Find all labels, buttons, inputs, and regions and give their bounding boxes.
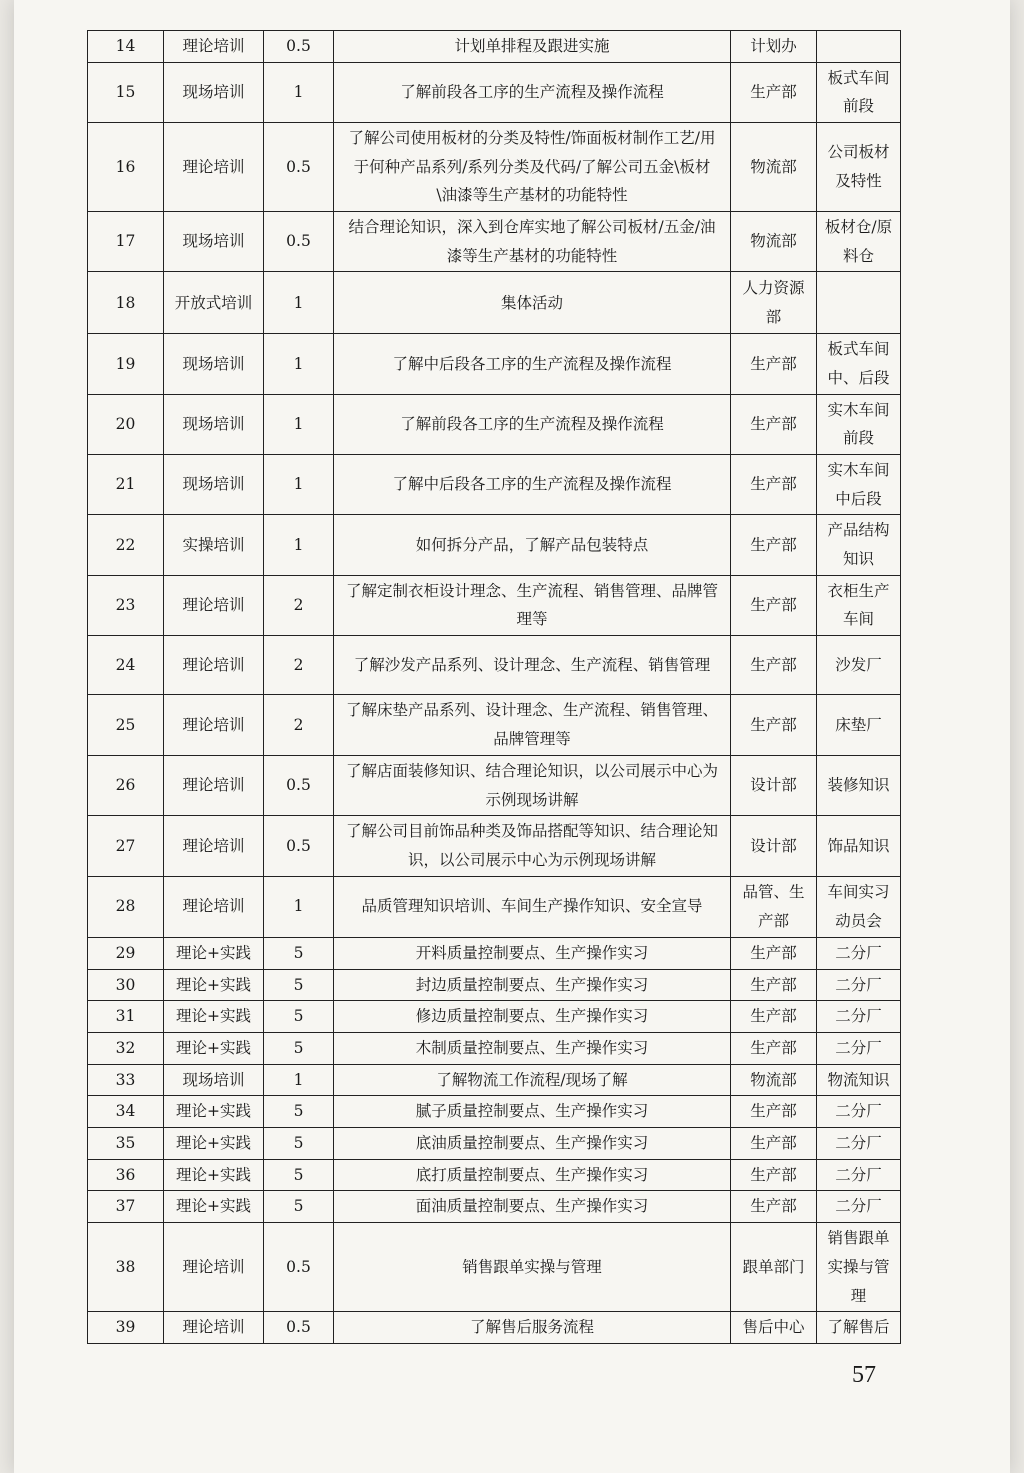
department-cell: 生产部: [731, 969, 817, 1001]
department-cell: 人力资源部: [731, 272, 817, 334]
department-cell: 设计部: [731, 756, 817, 816]
row-number-cell: 36: [88, 1159, 164, 1191]
content-cell: 了解公司使用板材的分类及特性/饰面板材制作工艺/用于何种产品系列/系列分类及代码/了解公司五金\板材\油漆等生产基材的功能特性: [334, 123, 731, 212]
table-row: [88, 394, 901, 454]
row-number-cell: 31: [88, 1001, 164, 1033]
content-cell: 了解物流工作流程/现场了解: [334, 1064, 731, 1096]
content-cell: 销售跟单实操与管理: [334, 1223, 731, 1312]
department-cell: 售后中心: [731, 1312, 817, 1344]
table-row: [88, 1001, 901, 1033]
hours-cell: 0.5: [264, 123, 334, 212]
hours-cell: 1: [264, 1064, 334, 1096]
row-number-cell: 32: [88, 1033, 164, 1065]
department-cell: 计划办: [731, 31, 817, 63]
topic-cell: 衣柜生产车间: [817, 575, 901, 635]
row-number-cell: 27: [88, 816, 164, 876]
hours-cell: 1: [264, 455, 334, 515]
content-cell: 底打质量控制要点、生产操作实习: [334, 1159, 731, 1191]
hours-cell: 0.5: [264, 816, 334, 876]
table-row: [88, 31, 901, 63]
department-cell: 生产部: [731, 1096, 817, 1128]
row-number-cell: 30: [88, 969, 164, 1001]
training-type-cell: 理论培训: [164, 695, 264, 756]
topic-cell: 实木车间中后段: [817, 455, 901, 515]
topic-cell: 二分厂: [817, 1128, 901, 1160]
training-schedule-table: [87, 30, 901, 1344]
table-row: [88, 1223, 901, 1312]
training-type-cell: 理论+实践: [164, 969, 264, 1001]
department-cell: 品管、生产部: [731, 876, 817, 937]
content-cell: 面油质量控制要点、生产操作实习: [334, 1191, 731, 1223]
topic-cell: 二分厂: [817, 1159, 901, 1191]
training-type-cell: 理论+实践: [164, 1096, 264, 1128]
topic-cell: 二分厂: [817, 1001, 901, 1033]
hours-cell: 5: [264, 1191, 334, 1223]
row-number-cell: 29: [88, 937, 164, 969]
content-cell: 了解沙发产品系列、设计理念、生产流程、销售管理: [334, 636, 731, 695]
hours-cell: 1: [264, 394, 334, 454]
row-number-cell: 22: [88, 515, 164, 575]
table-row: [88, 756, 901, 816]
hours-cell: 0.5: [264, 1312, 334, 1344]
department-cell: 物流部: [731, 123, 817, 212]
hours-cell: 1: [264, 62, 334, 122]
training-type-cell: 实操培训: [164, 515, 264, 575]
topic-cell: 二分厂: [817, 1096, 901, 1128]
content-cell: 了解中后段各工序的生产流程及操作流程: [334, 455, 731, 515]
row-number-cell: 15: [88, 62, 164, 122]
content-cell: 了解前段各工序的生产流程及操作流程: [334, 62, 731, 122]
row-number-cell: 37: [88, 1191, 164, 1223]
topic-cell: 物流知识: [817, 1064, 901, 1096]
department-cell: 生产部: [731, 515, 817, 575]
content-cell: 木制质量控制要点、生产操作实习: [334, 1033, 731, 1065]
hours-cell: 5: [264, 1128, 334, 1160]
table-row: [88, 1159, 901, 1191]
hours-cell: 0.5: [264, 31, 334, 63]
content-cell: 了解公司目前饰品种类及饰品搭配等知识、结合理论知识，以公司展示中心为示例现场讲解: [334, 816, 731, 876]
hours-cell: 1: [264, 334, 334, 394]
topic-cell: 了解售后: [817, 1312, 901, 1344]
training-type-cell: 理论培训: [164, 575, 264, 635]
topic-cell: 板式车间前段: [817, 62, 901, 122]
table-row: [88, 1064, 901, 1096]
training-type-cell: 理论培训: [164, 31, 264, 63]
training-type-cell: 理论培训: [164, 1312, 264, 1344]
row-number-cell: 21: [88, 455, 164, 515]
training-type-cell: 现场培训: [164, 1064, 264, 1096]
content-cell: 结合理论知识，深入到仓库实地了解公司板材/五金/油漆等生产基材的功能特性: [334, 212, 731, 272]
topic-cell: 饰品知识: [817, 816, 901, 876]
table-row: [88, 334, 901, 394]
row-number-cell: 17: [88, 212, 164, 272]
content-cell: 修边质量控制要点、生产操作实习: [334, 1001, 731, 1033]
topic-cell: 二分厂: [817, 1191, 901, 1223]
row-number-cell: 39: [88, 1312, 164, 1344]
row-number-cell: 38: [88, 1223, 164, 1312]
hours-cell: 5: [264, 1033, 334, 1065]
training-type-cell: 开放式培训: [164, 272, 264, 334]
content-cell: 计划单排程及跟进实施: [334, 31, 731, 63]
table-row: [88, 1191, 901, 1223]
row-number-cell: 23: [88, 575, 164, 635]
department-cell: 生产部: [731, 394, 817, 454]
department-cell: 生产部: [731, 1033, 817, 1065]
content-cell: 了解前段各工序的生产流程及操作流程: [334, 394, 731, 454]
topic-cell: 二分厂: [817, 969, 901, 1001]
hours-cell: 2: [264, 575, 334, 635]
training-type-cell: 理论+实践: [164, 1033, 264, 1065]
topic-cell: 二分厂: [817, 1033, 901, 1065]
training-type-cell: 现场培训: [164, 212, 264, 272]
table-row: [88, 272, 901, 334]
table-row: [88, 575, 901, 635]
hours-cell: 5: [264, 969, 334, 1001]
topic-cell: 装修知识: [817, 756, 901, 816]
content-cell: 开料质量控制要点、生产操作实习: [334, 937, 731, 969]
table-row: [88, 969, 901, 1001]
content-cell: 品质管理知识培训、车间生产操作知识、安全宣导: [334, 876, 731, 937]
row-number-cell: 25: [88, 695, 164, 756]
table-row: [88, 1033, 901, 1065]
hours-cell: 5: [264, 1096, 334, 1128]
department-cell: 生产部: [731, 1128, 817, 1160]
hours-cell: 5: [264, 1159, 334, 1191]
table-row: [88, 123, 901, 212]
training-type-cell: 现场培训: [164, 334, 264, 394]
hours-cell: 0.5: [264, 1223, 334, 1312]
row-number-cell: 20: [88, 394, 164, 454]
content-cell: 了解店面装修知识、结合理论知识，以公司展示中心为示例现场讲解: [334, 756, 731, 816]
hours-cell: 0.5: [264, 756, 334, 816]
hours-cell: 2: [264, 636, 334, 695]
department-cell: 物流部: [731, 212, 817, 272]
training-type-cell: 理论培训: [164, 876, 264, 937]
training-type-cell: 现场培训: [164, 62, 264, 122]
content-cell: 腻子质量控制要点、生产操作实习: [334, 1096, 731, 1128]
department-cell: 物流部: [731, 1064, 817, 1096]
row-number-cell: 18: [88, 272, 164, 334]
content-cell: 了解售后服务流程: [334, 1312, 731, 1344]
table-row: [88, 455, 901, 515]
training-type-cell: 理论培训: [164, 1223, 264, 1312]
training-type-cell: 理论+实践: [164, 1191, 264, 1223]
training-type-cell: 理论+实践: [164, 937, 264, 969]
training-type-cell: 理论+实践: [164, 1159, 264, 1191]
topic-cell: 二分厂: [817, 937, 901, 969]
row-number-cell: 24: [88, 636, 164, 695]
hours-cell: 1: [264, 515, 334, 575]
topic-cell: [817, 31, 901, 63]
department-cell: 生产部: [731, 937, 817, 969]
page-number: 57: [852, 1362, 876, 1388]
document-page: [14, 0, 1010, 1473]
hours-cell: 1: [264, 272, 334, 334]
topic-cell: 产品结构知识: [817, 515, 901, 575]
department-cell: 生产部: [731, 695, 817, 756]
hours-cell: 0.5: [264, 212, 334, 272]
table-row: [88, 937, 901, 969]
content-cell: 了解定制衣柜设计理念、生产流程、销售管理、品牌管理等: [334, 575, 731, 635]
department-cell: 生产部: [731, 1191, 817, 1223]
content-cell: 底油质量控制要点、生产操作实习: [334, 1128, 731, 1160]
training-type-cell: 理论+实践: [164, 1001, 264, 1033]
table-row: [88, 636, 901, 695]
table-row: [88, 816, 901, 876]
topic-cell: 沙发厂: [817, 636, 901, 695]
topic-cell: 实木车间前段: [817, 394, 901, 454]
content-cell: 了解中后段各工序的生产流程及操作流程: [334, 334, 731, 394]
training-type-cell: 理论培训: [164, 756, 264, 816]
department-cell: 生产部: [731, 1159, 817, 1191]
training-type-cell: 现场培训: [164, 455, 264, 515]
department-cell: 设计部: [731, 816, 817, 876]
content-cell: 如何拆分产品，了解产品包装特点: [334, 515, 731, 575]
content-cell: 了解床垫产品系列、设计理念、生产流程、销售管理、品牌管理等: [334, 695, 731, 756]
content-cell: 集体活动: [334, 272, 731, 334]
table-row: [88, 62, 901, 122]
row-number-cell: 19: [88, 334, 164, 394]
row-number-cell: 26: [88, 756, 164, 816]
topic-cell: [817, 272, 901, 334]
topic-cell: 板式车间中、后段: [817, 334, 901, 394]
training-type-cell: 理论培训: [164, 123, 264, 212]
row-number-cell: 16: [88, 123, 164, 212]
department-cell: 跟单部门: [731, 1223, 817, 1312]
department-cell: 生产部: [731, 62, 817, 122]
topic-cell: 公司板材及特性: [817, 123, 901, 212]
training-type-cell: 理论+实践: [164, 1128, 264, 1160]
department-cell: 生产部: [731, 575, 817, 635]
row-number-cell: 14: [88, 31, 164, 63]
topic-cell: 床垫厂: [817, 695, 901, 756]
hours-cell: 5: [264, 1001, 334, 1033]
table-row: [88, 695, 901, 756]
table-row: [88, 1096, 901, 1128]
table-row: [88, 515, 901, 575]
row-number-cell: 35: [88, 1128, 164, 1160]
department-cell: 生产部: [731, 455, 817, 515]
topic-cell: 销售跟单实操与管理: [817, 1223, 901, 1312]
department-cell: 生产部: [731, 334, 817, 394]
training-type-cell: 理论培训: [164, 816, 264, 876]
table-row: [88, 1128, 901, 1160]
topic-cell: 车间实习动员会: [817, 876, 901, 937]
hours-cell: 2: [264, 695, 334, 756]
table-row: [88, 1312, 901, 1344]
topic-cell: 板材仓/原料仓: [817, 212, 901, 272]
row-number-cell: 33: [88, 1064, 164, 1096]
table-row: [88, 876, 901, 937]
content-cell: 封边质量控制要点、生产操作实习: [334, 969, 731, 1001]
training-type-cell: 现场培训: [164, 394, 264, 454]
table-row: [88, 212, 901, 272]
department-cell: 生产部: [731, 636, 817, 695]
row-number-cell: 34: [88, 1096, 164, 1128]
hours-cell: 5: [264, 937, 334, 969]
row-number-cell: 28: [88, 876, 164, 937]
hours-cell: 1: [264, 876, 334, 937]
training-type-cell: 理论培训: [164, 636, 264, 695]
department-cell: 生产部: [731, 1001, 817, 1033]
